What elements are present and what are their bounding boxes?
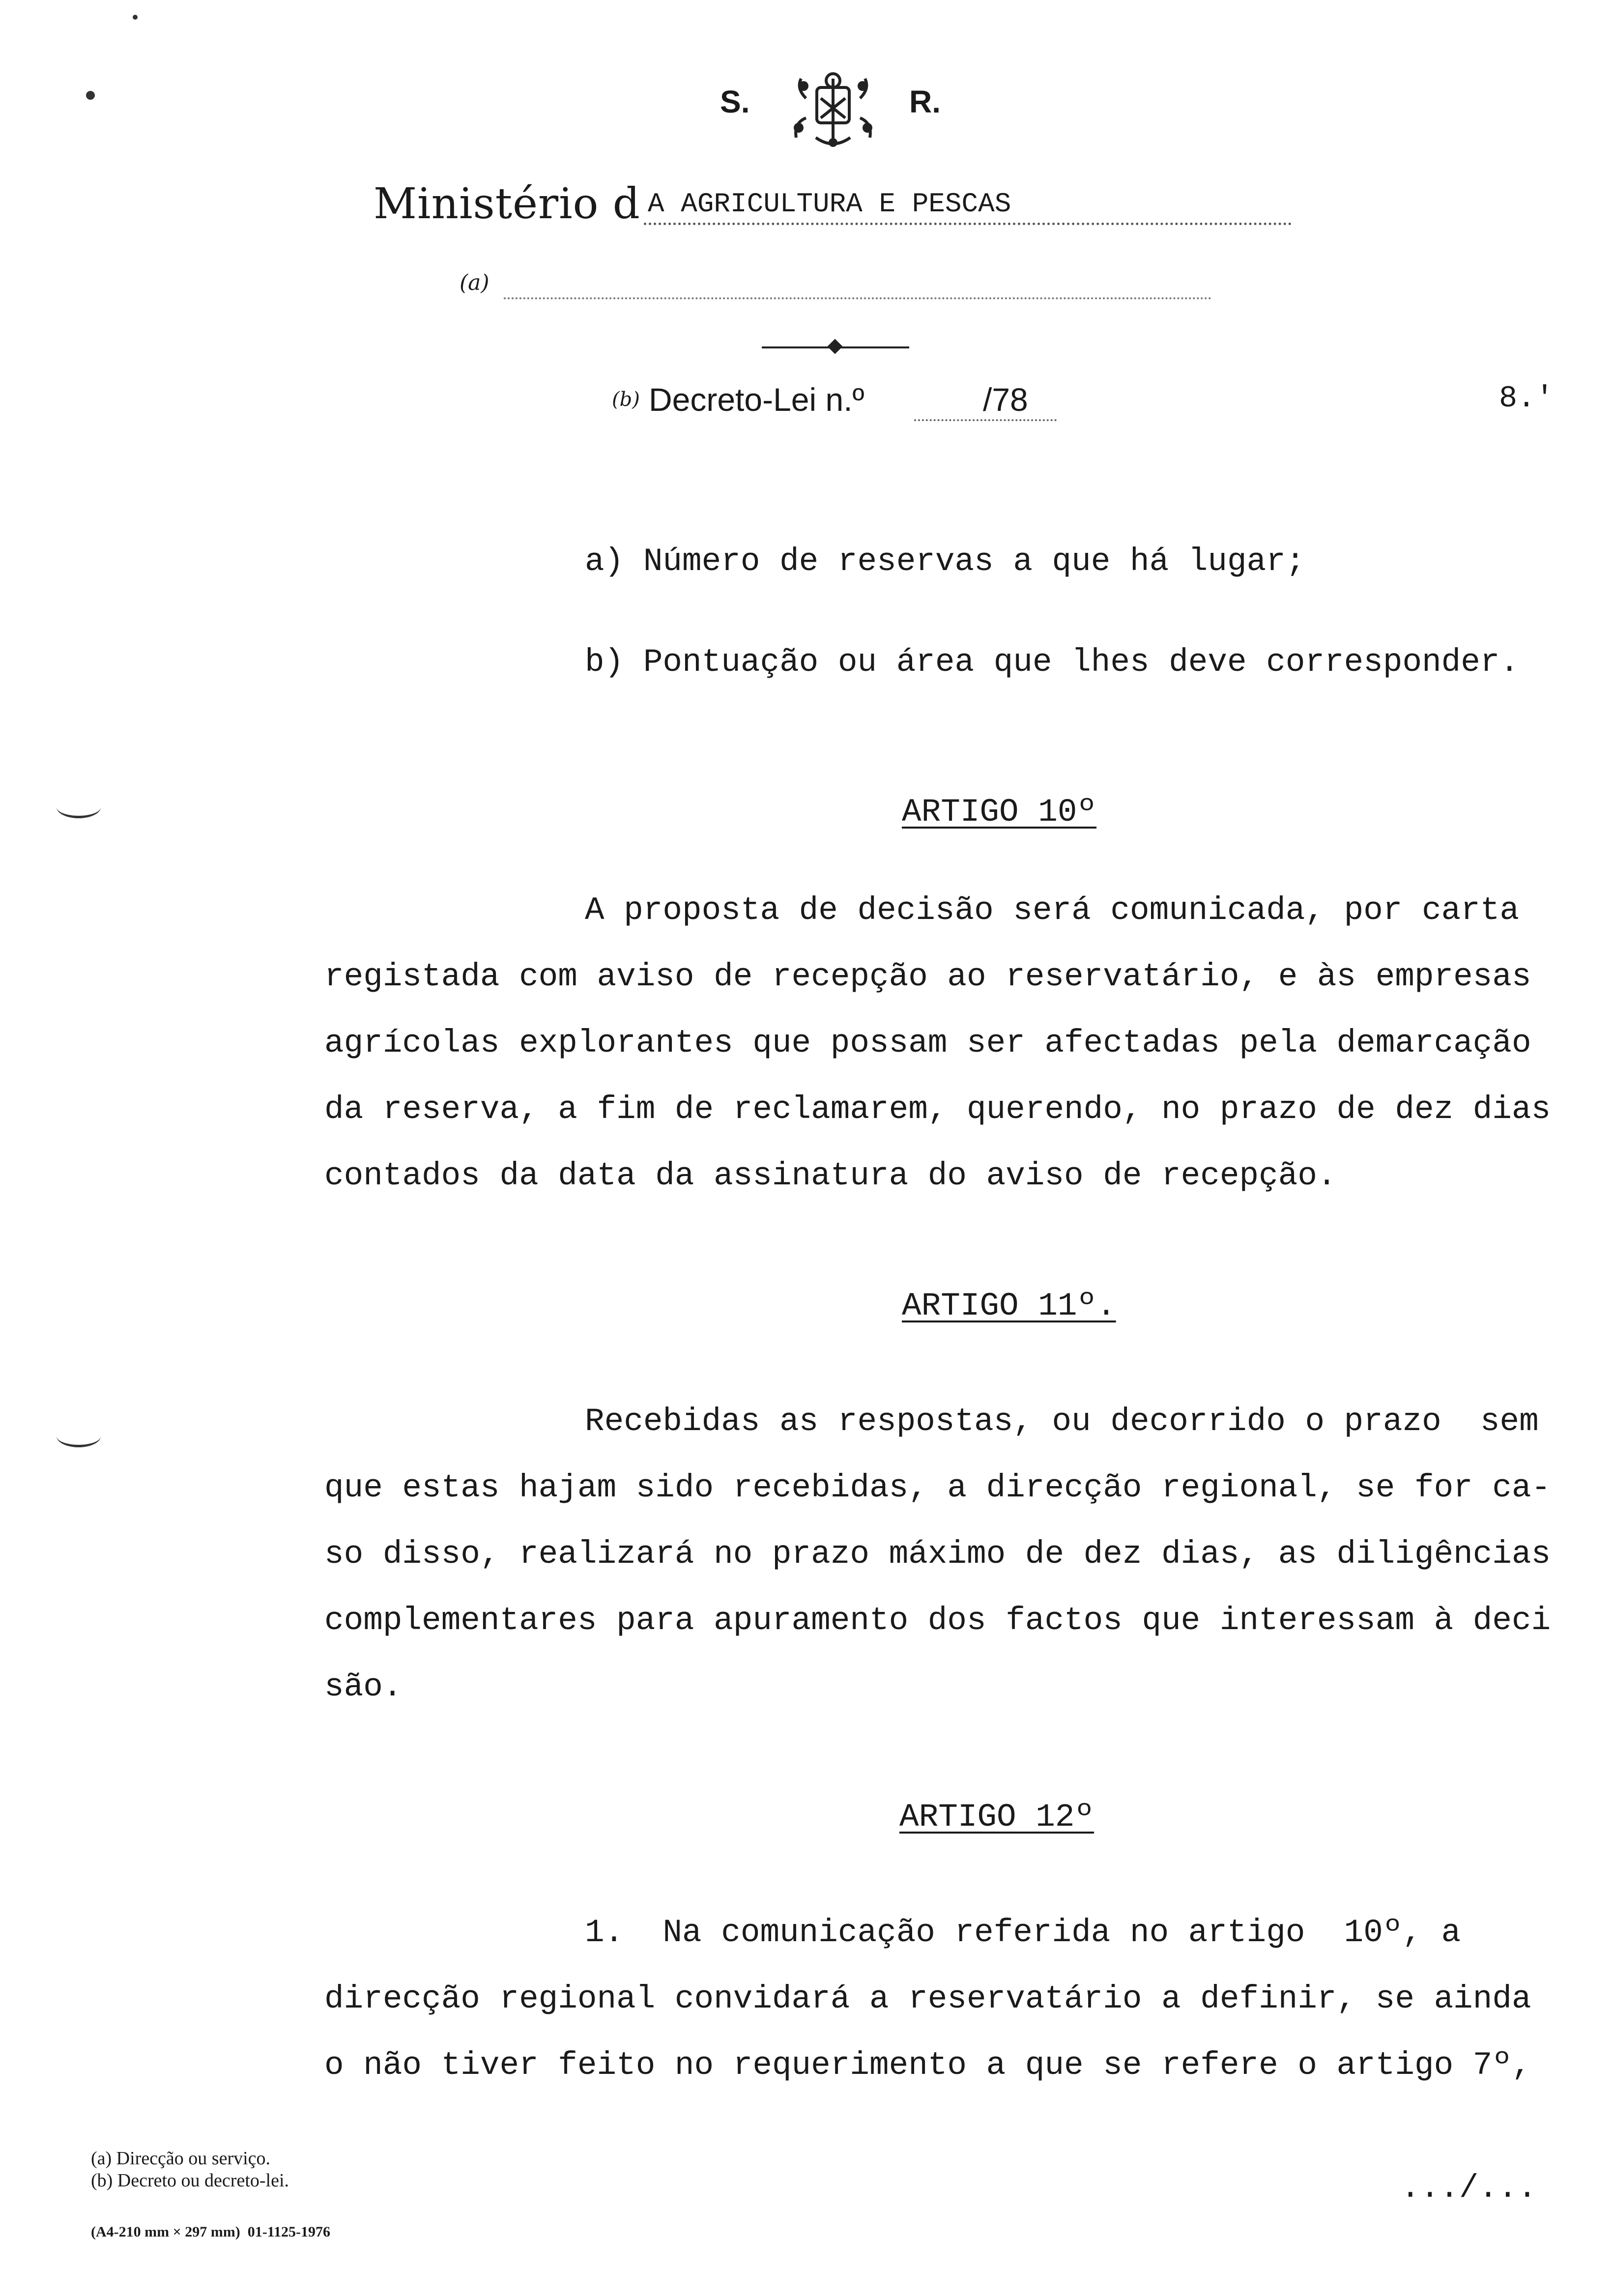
article-11-line: so disso, realizará no prazo máximo de dez dias, as diligências — [324, 1536, 1551, 1573]
coat-of-arms-emblem-icon — [786, 69, 880, 152]
article-11-heading: ARTIGO 11º. — [902, 1288, 1116, 1324]
note-b-marker: (b) — [612, 388, 640, 411]
continuation-marker: .../... — [1401, 2170, 1537, 2207]
article-10-line: contados da data da assinatura do aviso de recepção. — [324, 1157, 1337, 1194]
note-a-marker: (a) — [460, 270, 489, 295]
punch-hole-mark — [57, 1425, 101, 1447]
header-letter-s: S. — [720, 84, 750, 119]
article-12-line: direcção regional convidará a reservatário a definir, se ainda — [324, 1980, 1531, 2017]
ministry-title: Ministério d — [374, 179, 640, 229]
ministry-name-field: A AGRICULTURA E PESCAS — [644, 189, 1292, 225]
article-10-heading: ARTIGO 10º — [902, 794, 1097, 831]
article-10-line: agrícolas explorantes que possam ser afectadas pela demarcação — [324, 1025, 1531, 1062]
list-item: a) Número de reservas a que há lugar; — [585, 543, 1305, 580]
article-11-line: que estas hajam sido recebidas, a direcção regional, se for ca- — [324, 1469, 1551, 1506]
article-12-line: 1. Na comunicação referida no artigo 10º, a — [585, 1914, 1461, 1951]
article-11-line: complementares para apuramento dos factos que interessam à deci — [324, 1602, 1551, 1639]
scan-speck — [86, 91, 95, 100]
scan-speck — [133, 15, 138, 20]
article-10-line: registada com aviso de recepção ao reservatário, e às empresas — [324, 958, 1531, 995]
article-11-line: Recebidas as respostas, ou decorrido o prazo sem — [585, 1403, 1539, 1440]
footnote-b: (b) Decreto ou decreto-lei. — [91, 2170, 289, 2191]
divider-diamond-icon — [827, 339, 842, 354]
article-10-line: da reserva, a fim de reclamarem, querendo, no prazo de dez dias — [324, 1091, 1551, 1128]
direction-service-blank-line — [504, 297, 1211, 299]
page-number: 8.' — [1499, 381, 1554, 416]
form-code: (A4-210 mm × 297 mm) 01-1125-1976 — [91, 2224, 331, 2240]
footnote-a: (a) Direcção ou serviço. — [91, 2148, 271, 2169]
decree-label: Decreto-Lei n.º — [649, 381, 864, 418]
header-letter-r: R. — [909, 84, 941, 119]
article-12-heading: ARTIGO 12º — [899, 1799, 1094, 1836]
decree-number: /78 — [914, 381, 1057, 421]
article-11-line: são. — [324, 1668, 403, 1705]
article-12-line: o não tiver feito no requerimento a que se refere o artigo 7º, — [324, 2047, 1531, 2084]
list-item: b) Pontuação ou área que lhes deve corresponder. — [585, 644, 1520, 681]
punch-hole-mark — [57, 796, 101, 818]
article-10-line: A proposta de decisão será comunicada, por carta — [585, 892, 1520, 929]
